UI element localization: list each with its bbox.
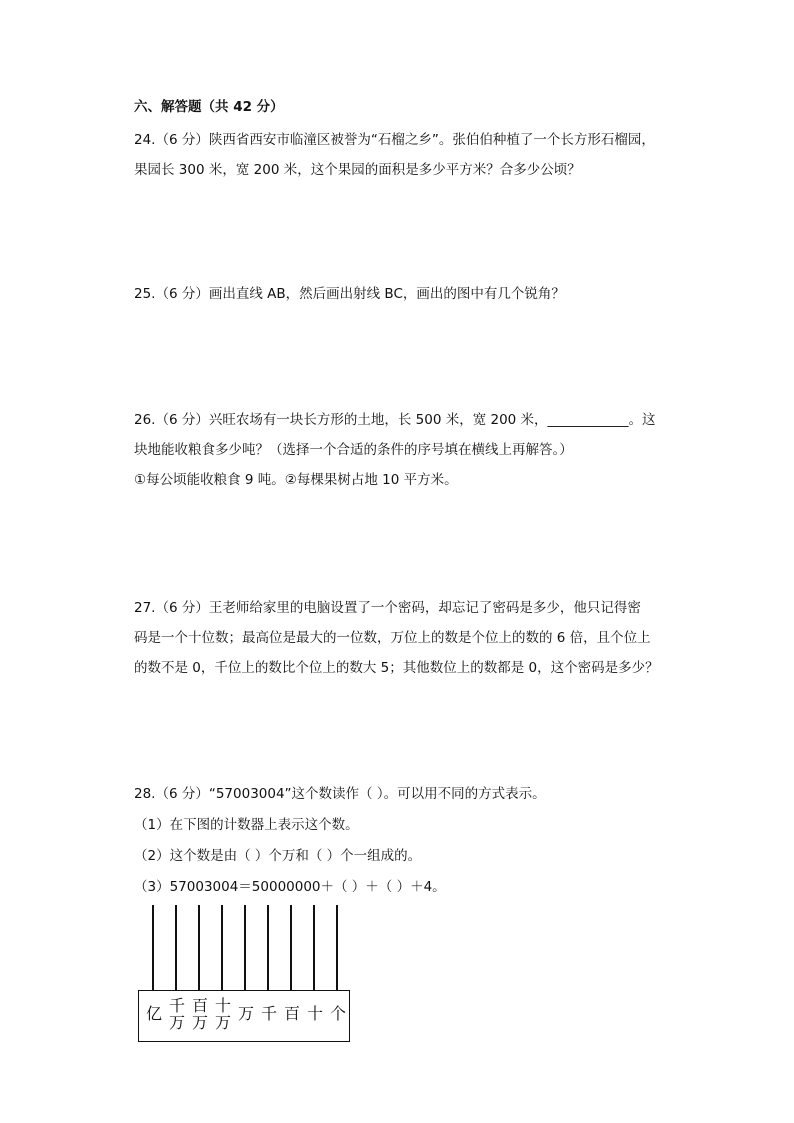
question-27-line-2: 码是一个十位数；最高位是最大的一位数，万位上的数是个位上的数的 6 倍，且个位上 (134, 630, 651, 646)
question-27-line-1: 27.（6 分）王老师给家里的电脑设置了一个密码，却忘记了密码是多少，他只记得密 (134, 600, 641, 616)
question-28-line-3: （2）这个数是由（ ）个万和（ ）个一组成的。 (134, 848, 422, 864)
question-26-line-2: 块地能收粮食多少吨？（选择一个合适的条件的序号填在横线上再解答。） (134, 442, 573, 458)
question-24-line-2: 果园长 300 米，宽 200 米，这个果园的面积是多少平方米？合多少公顷？ (134, 162, 581, 178)
abacus-rod (198, 905, 200, 991)
abacus-rod (290, 905, 292, 991)
question-28-line-2: （1）在下图的计数器上表示这个数。 (134, 817, 359, 833)
place-label-qian: 千 (260, 1004, 277, 1023)
abacus-rod (267, 905, 269, 991)
abacus-rod (244, 905, 246, 991)
abacus-place-value-box (138, 990, 350, 1042)
abacus-rod (313, 905, 315, 991)
place-label-yi: 亿 (145, 1004, 162, 1023)
section-heading: 六、解答题（共 42 分） (134, 99, 284, 115)
place-label-bai: 百 (283, 1004, 300, 1023)
abacus-rod (152, 905, 154, 991)
place-label-qianwan: 千 万 (168, 996, 185, 1032)
abacus-rod (221, 905, 223, 991)
question-27-line-3: 的数不是 0，千位上的数比个位上的数大 5；其他数位上的数都是 0，这个密码是多少？ (134, 660, 659, 676)
place-label-shiwan: 十 万 (214, 996, 231, 1032)
place-label-shi: 十 (306, 1004, 323, 1023)
question-26-line-3: ①每公顷能收粮食 9 吨。②每棵果树占地 10 平方米。 (134, 472, 458, 488)
abacus-rod (175, 905, 177, 991)
abacus-counter (138, 905, 352, 1043)
question-24-line-1: 24.（6 分）陕西省西安市临潼区被誉为“石榴之乡”。张伯伯种植了一个长方形石榴园， (134, 132, 655, 148)
abacus-rod (336, 905, 338, 991)
question-28-line-1: 28.（6 分）“57003004”这个数读作（ ）。可以用不同的方式表示。 (134, 786, 546, 802)
place-label-baiwan: 百 万 (191, 996, 208, 1032)
question-26-line-1: 26.（6 分）兴旺农场有一块长方形的土地，长 500 米，宽 200 米，____________。这 (134, 412, 656, 428)
place-label-wan: 万 (237, 1004, 254, 1023)
question-28-line-4: （3）57003004＝50000000＋（ ）＋（ ）＋4。 (134, 879, 446, 895)
question-25-line-1: 25.（6 分）画出直线 AB，然后画出射线 BC，画出的图中有几个锐角？ (134, 286, 565, 302)
place-label-ge: 个 (329, 1004, 346, 1023)
